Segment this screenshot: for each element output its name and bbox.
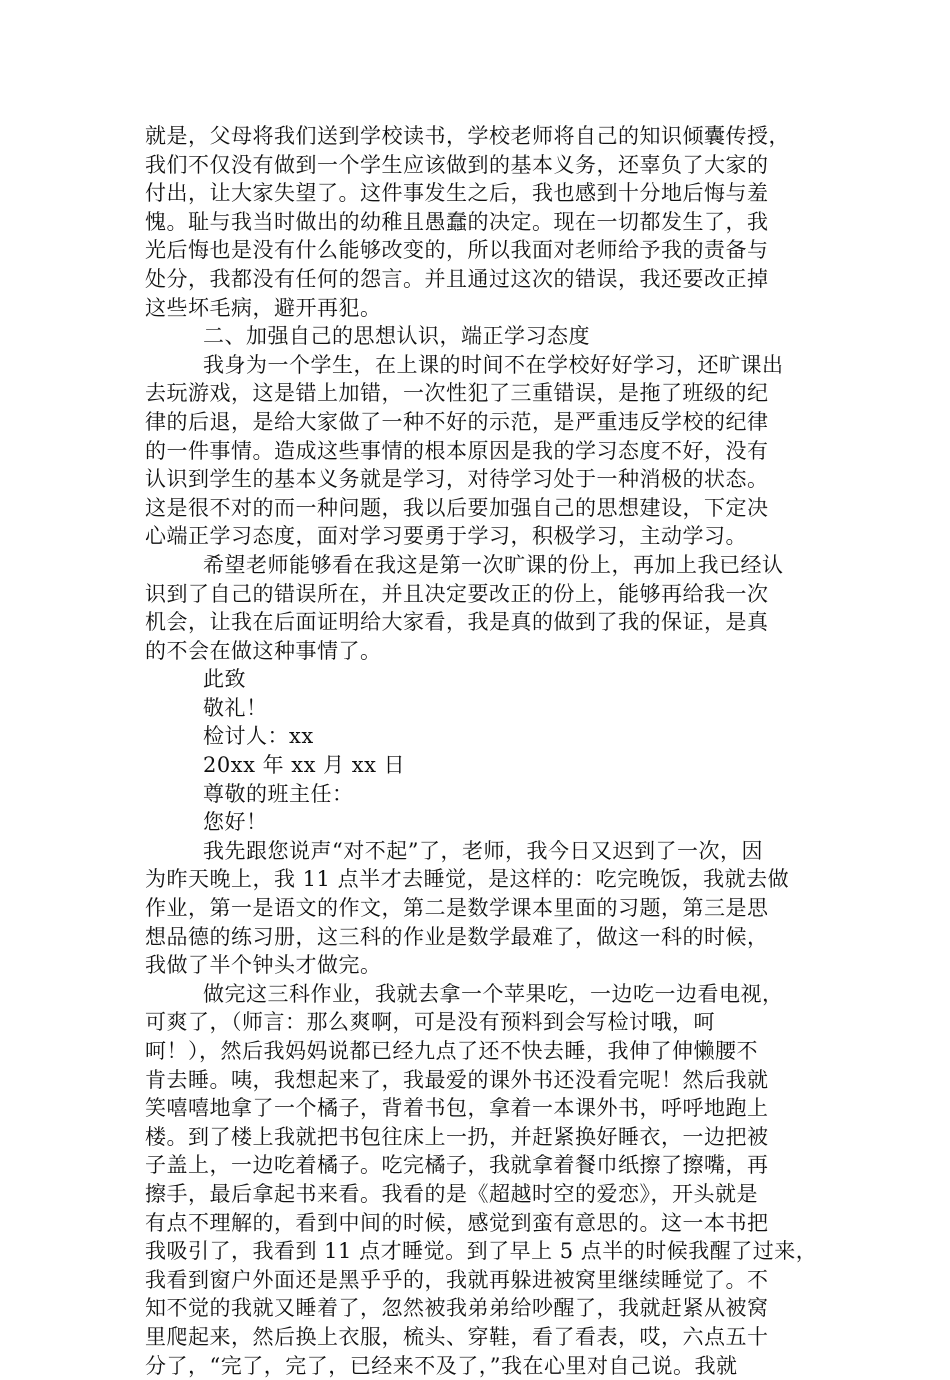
paragraph-start-line: 二、加强自己的思想认识，端正学习态度: [203, 324, 590, 349]
text-line: 楼。到了楼上我就把书包往床上一扔，并赶紧换好睡衣，一边把被: [145, 1124, 769, 1149]
text-line: 我吸引了，我看到 11 点才睡觉。到了早上 5 点半的时候我醒了过来，: [145, 1239, 818, 1264]
text-line: 我们不仅没有做到一个学生应该做到的基本义务，还辜负了大家的: [145, 152, 769, 177]
text-line: 识到了自己的错误所在，并且决定要改正的份上，能够再给我一次: [145, 581, 769, 606]
text-line: 有点不理解的，看到中间的时候，感觉到蛮有意思的。这一本书把: [145, 1210, 769, 1235]
text-line: 付出，让大家失望了。这件事发生之后，我也感到十分地后悔与羞: [145, 181, 769, 206]
text-line: 我看到窗户外面还是黑乎乎的，我就再躲进被窝里继续睡觉了。不: [145, 1267, 769, 1292]
text-line: 律的后退，是给大家做了一种不好的示范，是严重违反学校的纪律: [145, 409, 769, 434]
paragraph-start-line: 检讨人：xx: [203, 724, 314, 749]
text-line: 就是，父母将我们送到学校读书，学校老师将自己的知识倾囊传授，: [145, 124, 790, 148]
text-line: 我做了半个钟头才做完。: [145, 953, 382, 978]
text-line: 知不觉的我就又睡着了，忽然被我弟弟给吵醒了，我就赶紧从被窝: [145, 1296, 769, 1321]
text-line: 分了，“完了，完了，已经来不及了，”我在心里对自己说。我就: [145, 1353, 738, 1378]
text-line: 的不会在做这种事情了。: [145, 638, 382, 663]
text-line: 这些坏毛病，避开再犯。: [145, 295, 382, 320]
text-line: 这是很不对的而一种问题，我以后要加强自己的思想建设，下定决: [145, 495, 769, 520]
paragraph-start-line: 我先跟您说声“对不起”了，老师，我今日又迟到了一次，因: [203, 838, 763, 863]
paragraph-start-line: 尊敬的班主任：: [203, 781, 354, 806]
text-line: 擦手，最后拿起书来看。我看的是《超越时空的爱恋》，开头就是: [145, 1181, 758, 1206]
paragraph-start-line: 敬礼！: [203, 695, 268, 720]
text-line: 作业，第一是语文的作文，第二是数学课本里面的习题，第三是思: [145, 896, 769, 921]
text-line: 里爬起来，然后换上衣服，梳头、穿鞋，看了看表，哎，六点五十: [145, 1324, 769, 1349]
paragraph-start-line: 此致: [203, 667, 246, 692]
text-line: 肯去睡。咦，我想起来了，我最爱的课外书还没看完呢！然后我就: [145, 1067, 769, 1092]
text-line: 呵！），然后我妈妈说都已经九点了还不快去睡，我伸了伸懒腰不: [145, 1039, 758, 1063]
text-line: 光后悔也是没有什么能够改变的，所以我面对老师给予我的责备与: [145, 238, 769, 263]
text-line: 子盖上，一边吃着橘子。吃完橘子，我就拿着餐巾纸擦了擦嘴，再: [145, 1153, 769, 1178]
text-line: 愧。耻与我当时做出的幼稚且愚蠢的决定。现在一切都发生了，我: [145, 209, 769, 234]
text-line: 去玩游戏，这是错上加错，一次性犯了三重错误，是拖了班级的纪: [145, 381, 769, 406]
text-line: 可爽了，（师言：那么爽啊，可是没有预料到会写检讨哦，呵: [145, 1010, 715, 1035]
text-line: 想品德的练习册，这三科的作业是数学最难了，做这一科的时候，: [145, 924, 769, 949]
paragraph-start-line: 做完这三科作业，我就去拿一个苹果吃，一边吃一边看电视，: [203, 981, 784, 1006]
paragraph-start-line: 20xx 年 xx 月 xx 日: [203, 753, 406, 778]
text-line: 处分，我都没有任何的怨言。并且通过这次的错误，我还要改正掉: [145, 266, 769, 291]
text-line: 笑嘻嘻地拿了一个橘子，背着书包，拿着一本课外书，呼呼地跑上: [145, 1096, 769, 1121]
paragraph-start-line: 希望老师能够看在我这是第一次旷课的份上，再加上我已经认: [203, 552, 784, 577]
document-body: [145, 122, 829, 1380]
text-line: 机会，让我在后面证明给大家看，我是真的做到了我的保证，是真: [145, 610, 769, 635]
paragraph-start-line: 您好！: [203, 810, 268, 835]
text-line: 为昨天晚上，我 11 点半才去睡觉，是这样的：吃完晚饭，我就去做: [145, 867, 790, 892]
text-line: 心端正学习态度，面对学习要勇于学习，积极学习，主动学习。: [145, 524, 747, 549]
text-line: 的一件事情。造成这些事情的根本原因是我的学习态度不好，没有: [145, 438, 769, 463]
text-line: 认识到学生的基本义务就是学习，对待学习处于一种消极的状态。: [145, 467, 769, 492]
paragraph-start-line: 我身为一个学生，在上课的时间不在学校好好学习，还旷课出: [203, 352, 784, 377]
